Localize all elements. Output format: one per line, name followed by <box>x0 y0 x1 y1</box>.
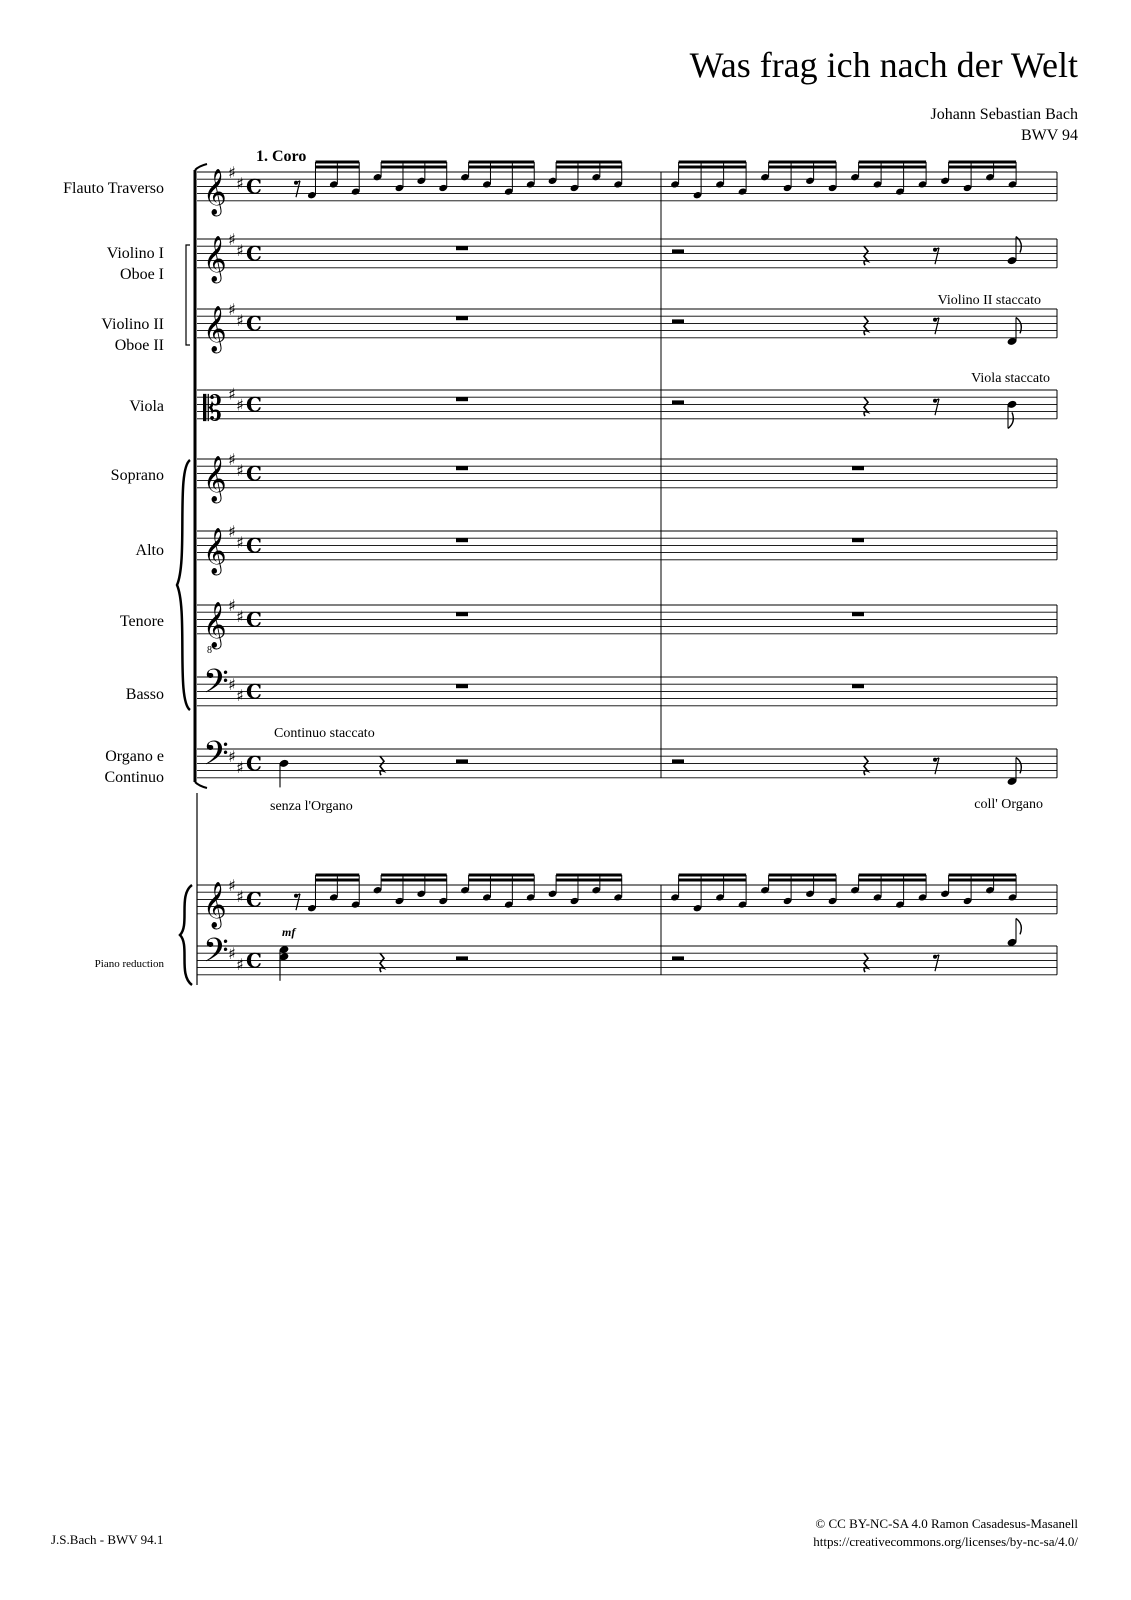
svg-text:♯: ♯ <box>236 173 244 193</box>
svg-text:8: 8 <box>207 645 212 656</box>
svg-text:𝄢: 𝄢 <box>203 663 229 709</box>
svg-text:♯: ♯ <box>236 758 244 777</box>
instrument-violino1: Violino I Oboe I <box>106 245 164 283</box>
music-notation <box>203 162 1021 981</box>
piano-brace <box>180 793 197 985</box>
annotation-violino2-staccato: Violino II staccato <box>937 293 1041 308</box>
instrument-alto: Alto <box>135 542 164 559</box>
svg-text:♯: ♯ <box>228 300 236 319</box>
svg-text:𝄞: 𝄞 <box>203 236 227 282</box>
instrument-violino2: Violino II Oboe II <box>101 316 164 354</box>
svg-text:♯: ♯ <box>228 384 236 404</box>
svg-text:♯: ♯ <box>228 675 236 695</box>
svg-text:♯: ♯ <box>228 596 236 615</box>
movement-title: 1. Coro <box>256 148 307 165</box>
svg-text:♯: ♯ <box>236 886 244 906</box>
strings-bracket <box>186 245 190 345</box>
svg-text:𝄞: 𝄞 <box>203 456 227 502</box>
staff-lines <box>197 172 1057 975</box>
instrument-continuo: Organo e Continuo <box>104 748 164 786</box>
instrument-basso: Basso <box>125 686 164 703</box>
svg-text:C: C <box>246 311 262 336</box>
svg-text:C: C <box>246 607 262 632</box>
svg-text:♯: ♯ <box>236 955 244 974</box>
svg-text:C: C <box>246 461 262 486</box>
choir-brace <box>177 460 190 710</box>
footer-page-reference: J.S.Bach - BWV 94.1 <box>51 1532 164 1547</box>
annotation-senza-organo: senza l'Organo <box>270 799 353 814</box>
score-title: Was frag ich nach der Welt <box>689 45 1078 85</box>
svg-text:C: C <box>246 533 262 558</box>
svg-text:♯: ♯ <box>228 522 236 541</box>
catalog-number: BWV 94 <box>1020 127 1078 144</box>
footer-license-url[interactable]: https://creativecommons.org/licenses/by-nc-sa/4.0/ <box>813 1534 1078 1549</box>
svg-text:𝄡: 𝄡 <box>203 389 222 429</box>
svg-text:♯: ♯ <box>236 240 244 260</box>
svg-text:C: C <box>246 392 262 417</box>
svg-text:♯: ♯ <box>236 606 244 626</box>
annotation-viola-staccato: Viola staccato <box>971 371 1050 386</box>
svg-text:C: C <box>246 948 262 973</box>
piano-reduction-label: Piano reduction <box>94 958 164 970</box>
svg-text:𝄢: 𝄢 <box>203 735 229 781</box>
svg-text:𝄞: 𝄞 <box>203 602 227 648</box>
barlines <box>661 172 1057 975</box>
svg-text:♯: ♯ <box>236 460 244 480</box>
svg-text:♯: ♯ <box>228 876 236 895</box>
svg-text:♯: ♯ <box>228 450 236 469</box>
svg-text:♯: ♯ <box>228 163 236 182</box>
instrument-viola: Viola <box>129 398 164 415</box>
annotation-continuo-staccato: Continuo staccato <box>274 726 375 741</box>
dynamic-marking: mf <box>282 925 296 939</box>
annotation-coll-organo: coll' Organo <box>974 797 1043 812</box>
instrument-soprano: Soprano <box>110 467 164 484</box>
svg-text:𝄢: 𝄢 <box>203 932 229 978</box>
svg-text:♯: ♯ <box>236 686 244 705</box>
svg-text:C: C <box>246 679 262 704</box>
svg-text:♯: ♯ <box>228 230 236 249</box>
svg-text:C: C <box>246 751 262 776</box>
svg-text:𝄞: 𝄞 <box>203 528 227 574</box>
svg-text:♯: ♯ <box>228 747 236 767</box>
svg-text:𝄞: 𝄞 <box>203 169 227 215</box>
svg-text:C: C <box>246 887 262 912</box>
svg-text:♯: ♯ <box>236 395 244 415</box>
svg-text:C: C <box>246 174 262 199</box>
svg-text:♯: ♯ <box>236 310 244 330</box>
svg-text:♯: ♯ <box>236 532 244 552</box>
svg-text:𝄞: 𝄞 <box>203 306 227 352</box>
svg-text:C: C <box>246 241 262 266</box>
svg-text:𝄞: 𝄞 <box>203 882 227 928</box>
svg-text:♯: ♯ <box>228 944 236 964</box>
footer-copyright: © CC BY-NC-SA 4.0 Ramon Casadesus-Masanell <box>815 1516 1078 1531</box>
instrument-flauto: Flauto Traverso <box>63 180 164 197</box>
instrument-tenore: Tenore <box>119 613 164 630</box>
composer-name: Johann Sebastian Bach <box>930 106 1078 123</box>
